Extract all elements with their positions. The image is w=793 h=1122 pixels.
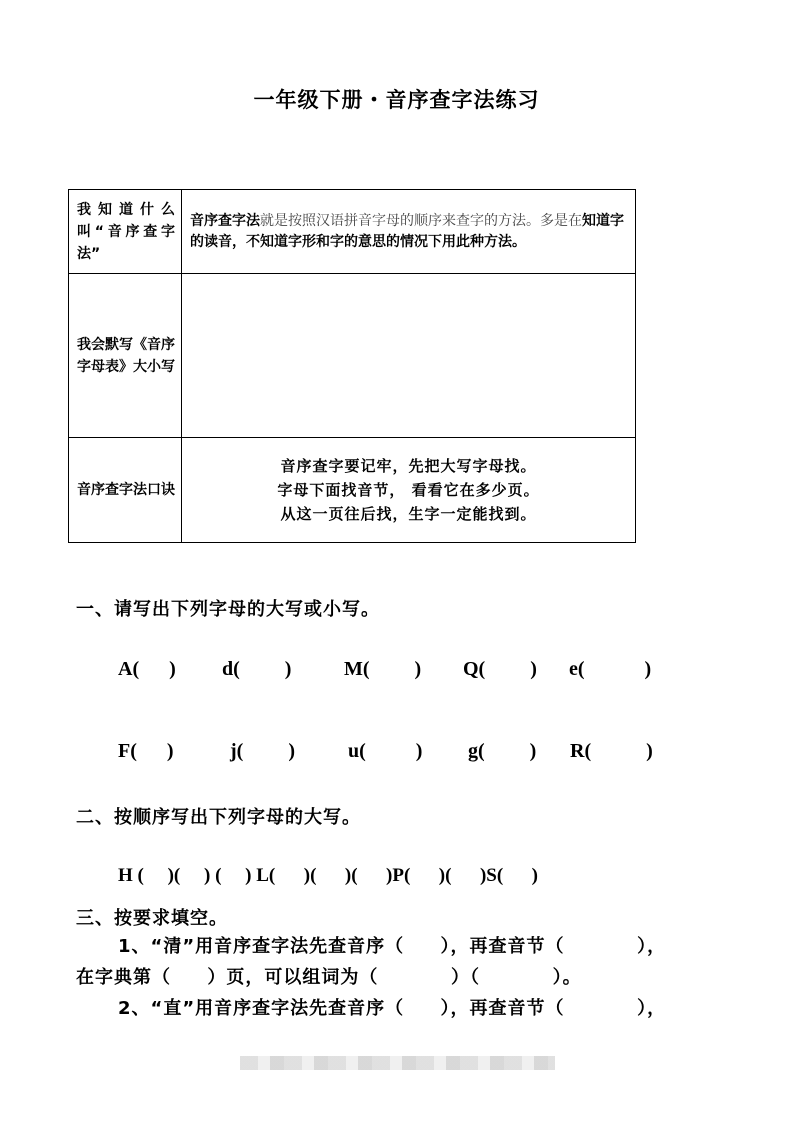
letter-blank[interactable]: A( ) — [118, 658, 176, 680]
section3-heading: 三、按要求填空。 — [76, 908, 228, 929]
section2-heading: 二、按顺序写出下列字母的大写。 — [76, 807, 361, 828]
letter-blank[interactable]: R( ) — [570, 740, 653, 762]
letter-blank[interactable]: M( ) — [344, 658, 422, 680]
row-label-definition: 我知道什么叫“音序查字法” — [69, 190, 182, 274]
letter-blank[interactable]: u( ) — [348, 740, 423, 762]
letter-blank[interactable]: F( ) — [118, 740, 174, 762]
rhyme-line: 从这一页往后找，生字一定能找到。 — [280, 505, 537, 523]
uppercase-sequence[interactable]: H ( )( ) ( ) L( )( )( )P( )( )S( ) — [118, 865, 539, 886]
letter-blank[interactable]: Q( ) — [463, 658, 537, 680]
table-row — [69, 274, 636, 438]
letter-blank[interactable]: e( ) — [569, 658, 652, 680]
alphabet-writing-area[interactable] — [182, 274, 636, 438]
definition-cell — [182, 190, 636, 274]
table-row — [69, 190, 636, 274]
question-1-line-2[interactable]: 在字典第（ ）页，可以组词为（ ）（ ）。 — [76, 967, 582, 988]
letter-blank[interactable]: g( ) — [468, 740, 537, 762]
question-2-line-1[interactable]: 2、“直”用音序查字法先查音序（ ），再查音节（ ）， — [118, 998, 667, 1019]
definition-text-b: 知道字的读音，不知道字形和字的意思的情况下用此种方法。 — [190, 212, 624, 250]
row-label-rhyme: 音序查字法口诀 — [69, 438, 182, 543]
rhyme-cell — [182, 438, 636, 543]
letter-blank[interactable]: j( ) — [230, 740, 295, 762]
definition-term: 音序查字法 — [190, 212, 260, 229]
rhyme-line: 字母下面找音节， 看看它在多少页。 — [277, 481, 540, 499]
worksheet-title: 一年级下册・音序查字法练习 — [253, 88, 540, 112]
rhyme-line: 音序查字要记牢，先把大写字母找。 — [280, 457, 537, 475]
info-table — [68, 189, 636, 543]
blurred-footer-watermark — [240, 1056, 555, 1070]
question-1-line-1[interactable]: 1、“清”用音序查字法先查音序（ ），再查音节（ ）， — [118, 936, 667, 957]
letter-blank[interactable]: d( ) — [222, 658, 292, 680]
definition-text-a: 就是按照汉语拼音字母的顺序来查字的方法。多是在 — [260, 212, 582, 229]
section1-heading: 一、请写出下列字母的大写或小写。 — [76, 599, 380, 620]
row-label-alphabet: 我会默写《音序字母表》大小写 — [69, 274, 182, 438]
table-row — [69, 438, 636, 543]
